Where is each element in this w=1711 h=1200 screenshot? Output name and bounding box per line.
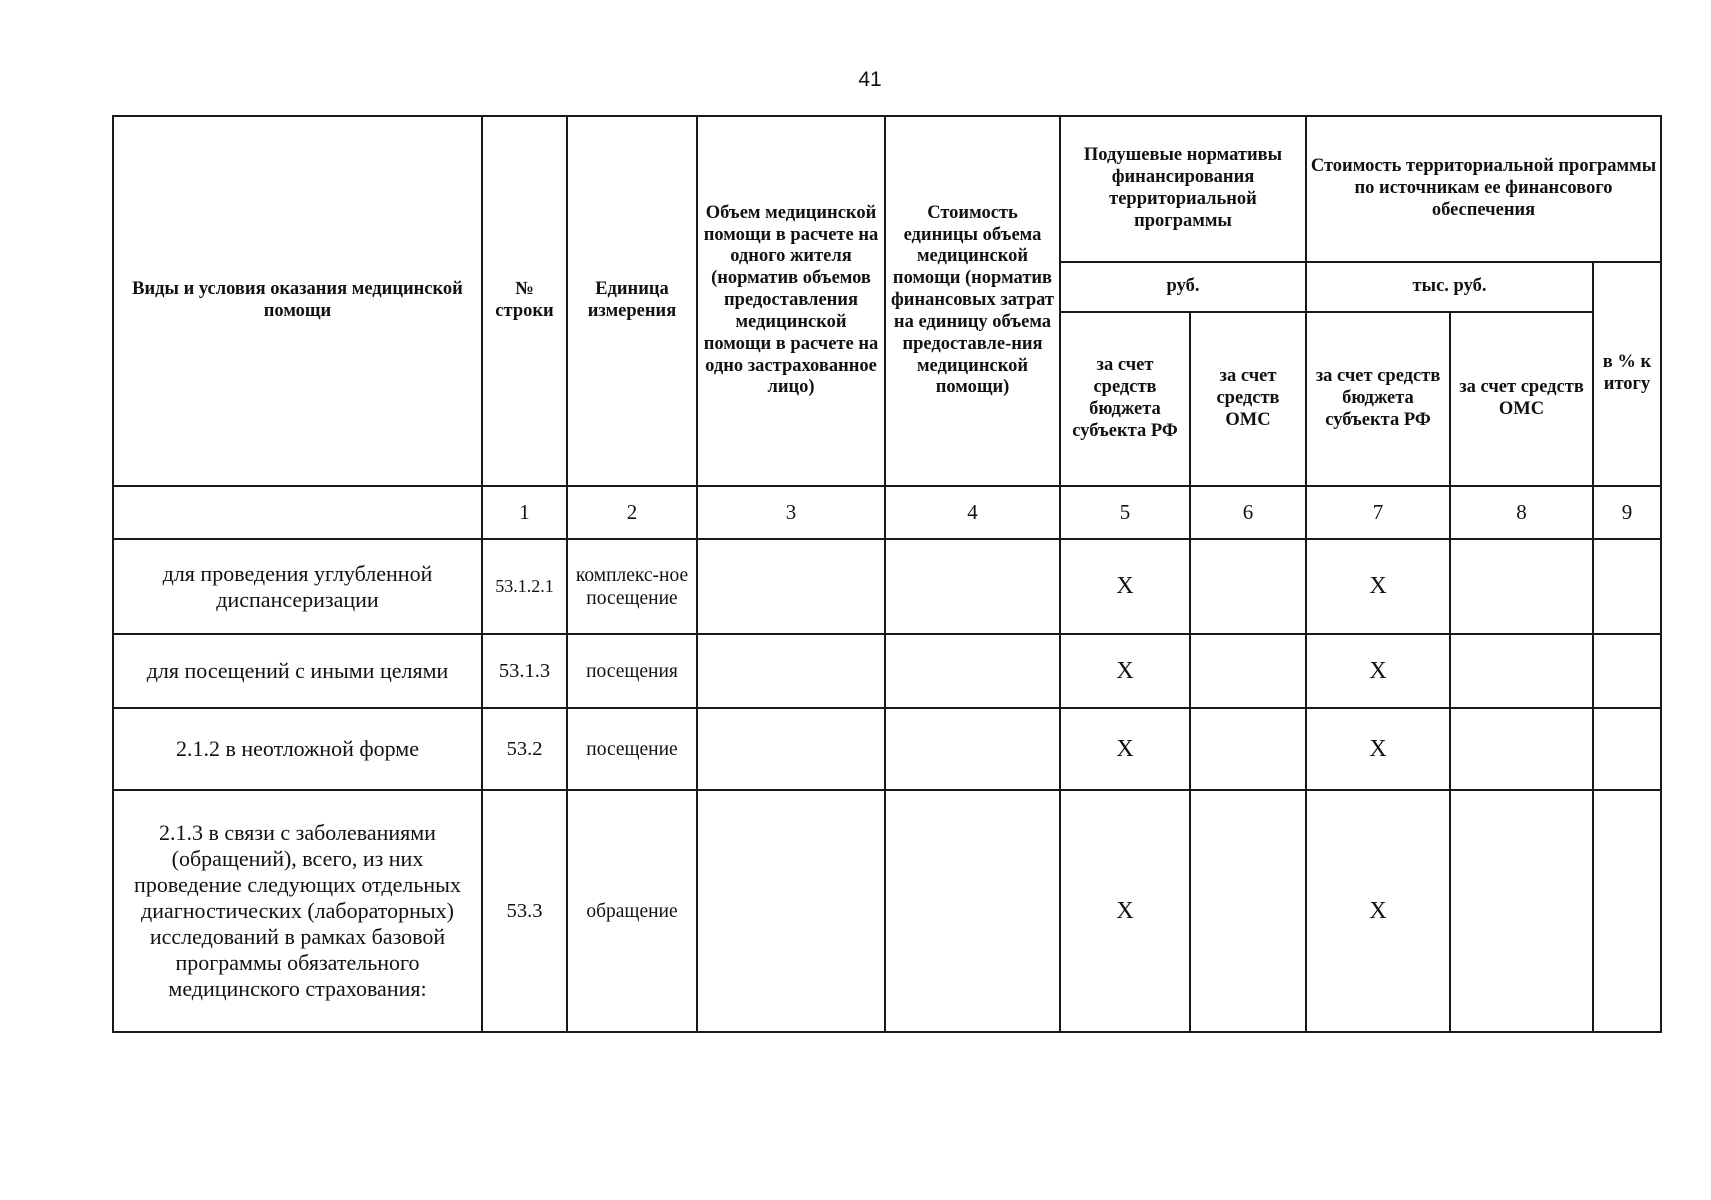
- cell-budget-rf-mark: X: [1060, 708, 1190, 790]
- row-unit: посещения: [567, 634, 697, 708]
- cell-percent: [1593, 634, 1661, 708]
- row-code: 53.1.3: [482, 634, 567, 708]
- row-code: 53.2: [482, 708, 567, 790]
- cell-budget-rf-mark: X: [1060, 539, 1190, 634]
- row-name: для проведения углубленной диспансеризации: [113, 539, 482, 634]
- cell-oms-2: [1450, 634, 1593, 708]
- header-row-no: № строки: [482, 116, 567, 486]
- column-number: 1: [482, 486, 567, 539]
- cell-oms-2: [1450, 708, 1593, 790]
- table-row: [113, 539, 1661, 634]
- row-unit: комплекс-ное посещение: [567, 539, 697, 634]
- cell-oms: [1190, 539, 1306, 634]
- cell-budget-rf-2-mark: X: [1306, 708, 1450, 790]
- cell-cost: [885, 708, 1060, 790]
- column-number: 9: [1593, 486, 1661, 539]
- header-oms: за счет средств ОМС: [1190, 312, 1306, 486]
- cell-percent: [1593, 790, 1661, 1032]
- row-unit: обращение: [567, 790, 697, 1032]
- cell-budget-rf-mark: X: [1060, 634, 1190, 708]
- column-number: 5: [1060, 486, 1190, 539]
- header-budget-rf-2: за счет средств бюджета субъекта РФ: [1306, 312, 1450, 486]
- table-row: [113, 634, 1661, 708]
- cell-percent: [1593, 708, 1661, 790]
- header-unit-thousand-rub: тыс. руб.: [1306, 262, 1593, 312]
- cell-budget-rf-2-mark: X: [1306, 790, 1450, 1032]
- header-per-capita: Подушевые нормативы финансирования территориальной программы: [1060, 116, 1306, 262]
- row-code: 53.3: [482, 790, 567, 1032]
- row-name: 2.1.3 в связи с заболеваниями (обращений), всего, из них проведение следующих отдельных диагностических (лабораторных) исследований в рамках базовой программы обязательного медицинского страхования:: [113, 790, 482, 1032]
- row-code: 53.1.2.1: [482, 539, 567, 634]
- column-number: 8: [1450, 486, 1593, 539]
- table-row: [113, 708, 1661, 790]
- cell-volume: [697, 634, 885, 708]
- header-name: Виды и условия оказания медицинской помощи: [113, 116, 482, 486]
- financing-table: [112, 115, 1662, 1033]
- header-unit-rub: руб.: [1060, 262, 1306, 312]
- cell-oms-2: [1450, 790, 1593, 1032]
- header-oms-2: за счет средств ОМС: [1450, 312, 1593, 486]
- cell-budget-rf-2-mark: X: [1306, 539, 1450, 634]
- column-number-blank: [113, 486, 482, 539]
- header-volume: Объем медицинской помощи в расчете на одного жителя (норматив объемов предоставления медицинской помощи в расчете на одно застрахованное лицо): [697, 116, 885, 486]
- cell-budget-rf-2-mark: X: [1306, 634, 1450, 708]
- table-row: [113, 790, 1661, 1032]
- column-number: 3: [697, 486, 885, 539]
- column-number: 2: [567, 486, 697, 539]
- cell-oms-2: [1450, 539, 1593, 634]
- cell-oms: [1190, 790, 1306, 1032]
- column-number: 6: [1190, 486, 1306, 539]
- row-name: 2.1.2 в неотложной форме: [113, 708, 482, 790]
- cell-cost: [885, 634, 1060, 708]
- column-number-row: [113, 486, 1661, 539]
- page-number: 41: [858, 68, 882, 91]
- cell-volume: [697, 708, 885, 790]
- cell-volume: [697, 790, 885, 1032]
- cell-oms: [1190, 634, 1306, 708]
- header-cost-program: Стоимость территориальной программы по источникам ее финансового обеспечения: [1306, 116, 1661, 262]
- cell-oms: [1190, 708, 1306, 790]
- header-cost: Стоимость единицы объема медицинской помощи (норматив финансовых затрат на единицу объема предоставле-ния медицинской помощи): [885, 116, 1060, 486]
- cell-percent: [1593, 539, 1661, 634]
- column-number: 4: [885, 486, 1060, 539]
- column-number: 7: [1306, 486, 1450, 539]
- header-percent-total: в % к итогу: [1593, 262, 1661, 486]
- cell-cost: [885, 539, 1060, 634]
- row-name: для посещений с иными целями: [113, 634, 482, 708]
- header-unit: Единица измерения: [567, 116, 697, 486]
- cell-volume: [697, 539, 885, 634]
- cell-budget-rf-mark: X: [1060, 790, 1190, 1032]
- row-unit: посещение: [567, 708, 697, 790]
- cell-cost: [885, 790, 1060, 1032]
- header-budget-rf: за счет средств бюджета субъекта РФ: [1060, 312, 1190, 486]
